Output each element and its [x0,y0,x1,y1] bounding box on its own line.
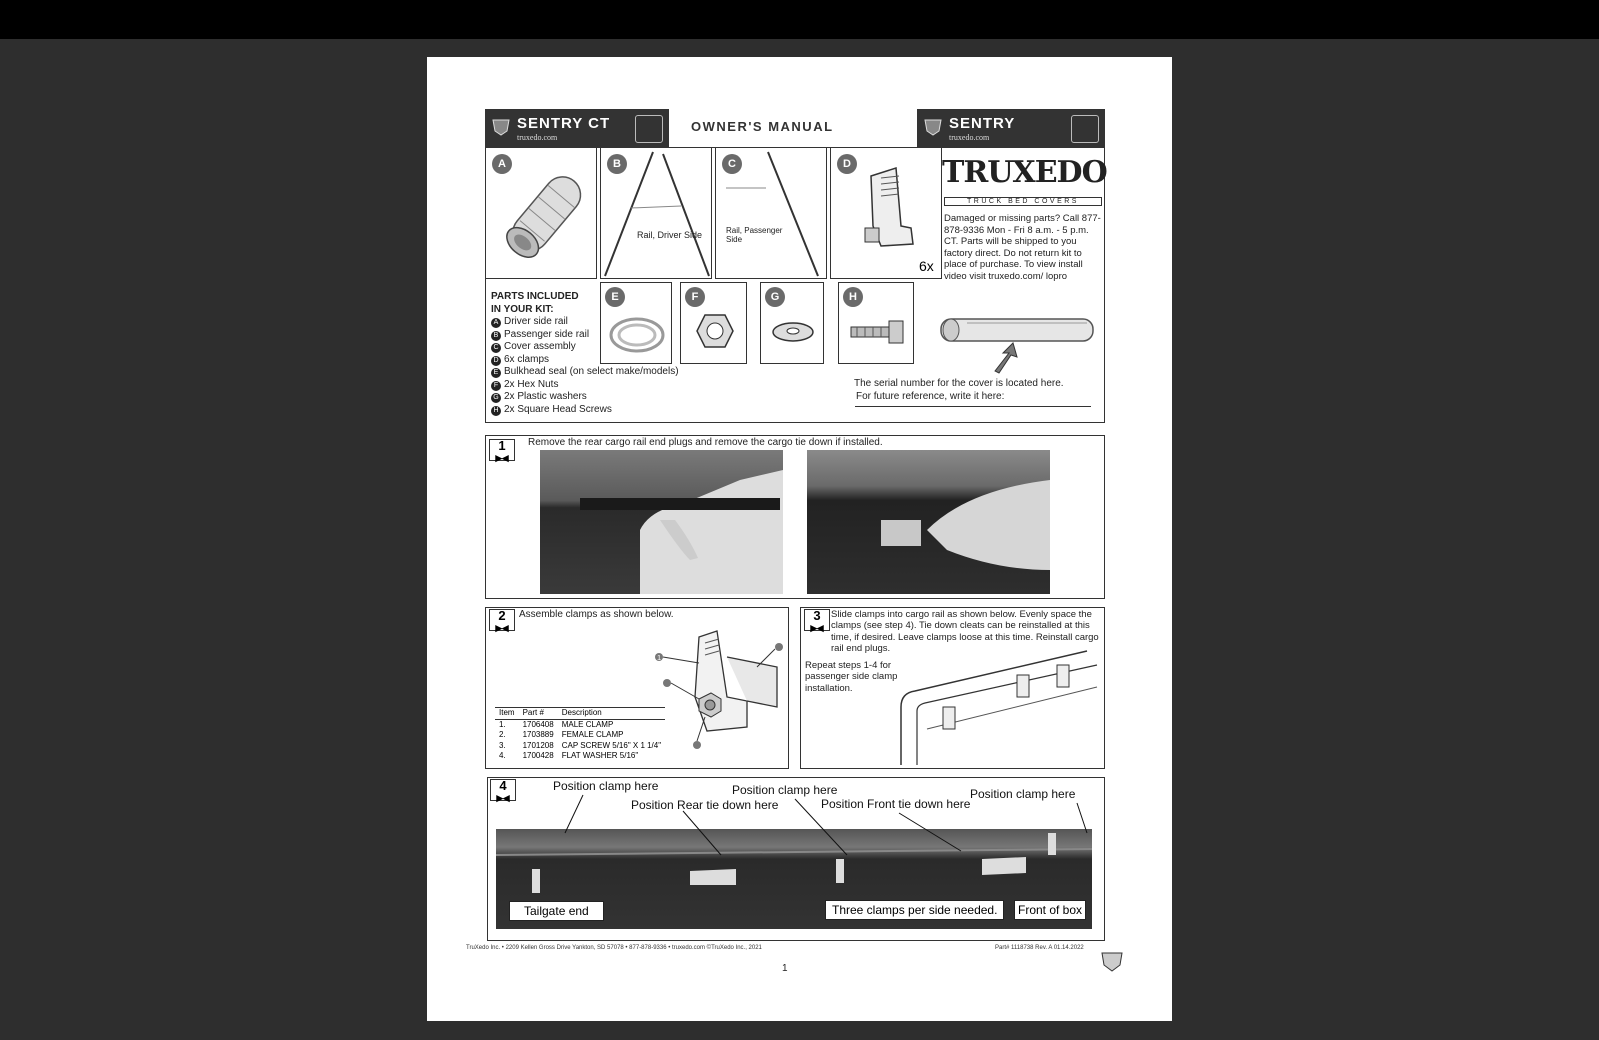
list-item: H 2x Square Head Screws [491,404,679,417]
step2-number: 2 ▸◂ [489,609,515,631]
step1-photo-right [807,450,1050,594]
brand-logo: TRUXEDO [942,155,1107,190]
label-clamp-1: Position clamp here [553,779,659,793]
serial-line2: For future reference, write it here: [856,391,1005,402]
callout-leaders [487,777,1105,857]
logo-right-url: truxedo.com [949,133,990,142]
footer-address: TruXedo Inc. • 2209 Kellen Gross Drive Yankton, SD 57078 • 877-878-9336 • truxedo.com ©TruXedo Inc., 2021 [466,945,762,951]
part-a-badge: A [492,154,512,174]
kit-list [491,316,679,416]
step3-number: 3 ▸◂ [804,609,830,631]
page-number: 1 [782,963,788,974]
table-row: 3. 1701208 CAP SCREW 5/16" X 1 1/4" [499,740,662,750]
three-clamps-label: Three clamps per side needed. [825,900,1004,920]
step4-number: 4 ▸◂ [490,779,516,801]
logo-right-name: SENTRY [949,115,1016,132]
label-rear-tie-down: Position Rear tie down here [631,798,779,812]
clamp-assembly-diagram [647,627,787,757]
logo-left-name: SENTRY CT [517,115,611,132]
logo-right [917,109,1105,147]
manual-page [427,57,1172,1021]
part-g-badge: G [765,287,785,307]
rail-passenger-label: Rail, Passenger Side [726,226,783,244]
step3-text: Slide clamps into cargo rail as shown below. Evenly space the clamps (see step 4). Tie down cleats can be reinstalled at this time, if desired. Leave clamps loose at this time. Reinstall cargo rail end plugs. [831,609,1099,654]
list-item: B Passenger side rail [491,329,679,342]
logo-left-url: truxedo.com [517,133,558,142]
list-item: C Cover assembly [491,341,679,354]
parts-table-grid: Item Part # Description 1. 1706408 MALE CLAMP 2. 1703889 FEMALE CLAMP 3. 1701208 CAP SCREW 5/16" X 1 1/4" 4. 1700428 FLAT WASHER 5/16" [495,708,665,762]
page-title: OWNER'S MANUAL [691,119,834,134]
front-box-label: Front of box [1014,900,1086,920]
part-a-panel [485,147,597,279]
rail-passenger-icon [716,148,828,280]
hand-icon [807,450,1050,594]
part-c-panel [715,147,827,279]
part-d-panel [830,147,942,279]
part-e-badge: E [605,287,625,307]
emblem-icon [1071,115,1099,143]
cover-serial-diagram [937,309,1102,381]
part-h-badge: H [843,287,863,307]
part-f-badge: F [685,287,705,307]
list-item: A Driver side rail [491,316,679,329]
shield-icon [1100,951,1124,973]
cover-roll-icon [490,152,594,276]
callout-1: 1 [657,653,662,662]
part-c-badge: C [722,154,742,174]
hex-nut-icon [695,311,735,351]
step1-photo-left [540,450,783,594]
serial-line1: The serial number for the cover is located here. [854,378,1064,389]
serial-write-line [855,406,1091,407]
rail-driver-icon [601,148,713,280]
parts-table [495,707,665,762]
step1-number: 1 ▸◂ [489,439,515,461]
clamp-quantity: 6x [919,258,934,274]
screw-icon [849,317,909,347]
part-h-panel [838,282,914,364]
support-text: Damaged or missing parts? Call 877-878-9336 Mon - Fri 8 a.m. - 5 p.m. CT. Parts will be shipped to you factory direct. Do not return kit to place of purchase. To view install video visit truxedo.com/ lopro [944,213,1101,282]
step1-text: Remove the rear cargo rail end plugs and remove the cargo tie down if installed. [528,437,883,448]
label-clamp-2: Position clamp here [732,783,838,797]
part-b-panel [600,147,712,279]
list-item: G 2x Plastic washers [491,391,679,404]
list-item: E Bulkhead seal (on select make/models) [491,366,679,379]
hand-icon [540,450,783,594]
footer-part-number: Part# 1118738 Rev. A 01.14.2022 [995,945,1084,951]
rail-install-diagram [897,647,1102,767]
washer-icon [769,317,817,347]
step3-repeat: Repeat steps 1-4 for passenger side clamp installation. [805,660,898,694]
step2-text: Assemble clamps as shown below. [519,609,674,620]
part-d-badge: D [837,154,857,174]
rail-driver-label: Rail, Driver Side [637,230,703,240]
logo-left [485,109,669,147]
shield-icon [491,117,511,137]
label-clamp-3: Position clamp here [970,787,1076,801]
label-front-tie-down: Position Front tie down here [821,797,971,811]
table-row: 2. 1703889 FEMALE CLAMP [499,730,624,739]
part-b-badge: B [607,154,627,174]
list-item: F 2x Hex Nuts [491,379,679,392]
part-g-panel [760,282,824,364]
shield-icon [923,117,943,137]
table-row: 4. 1700428 FLAT WASHER 5/16" [499,751,639,760]
list-item: D 6x clamps [491,354,679,367]
tailgate-label: Tailgate end [509,901,604,921]
clamp-icon [851,166,931,266]
kit-heading: PARTS INCLUDED IN YOUR KIT: [491,291,579,315]
table-row: 1. 1706408 MALE CLAMP [499,719,614,729]
emblem-icon [635,115,663,143]
viewer-top-bar [0,0,1599,39]
part-f-panel [680,282,747,364]
brand-tagline: TRUCK BED COVERS [944,197,1102,206]
